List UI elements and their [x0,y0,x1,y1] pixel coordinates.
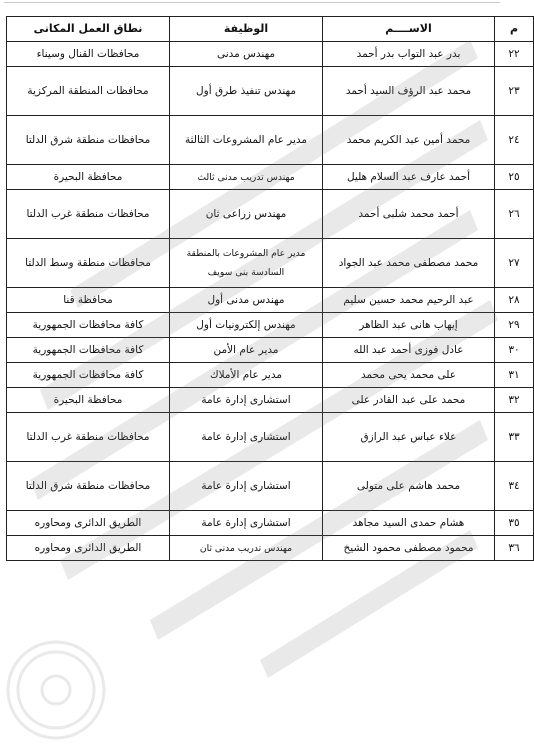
cell-name: بدر عبد التواب بدر أحمد [323,42,495,67]
cell-num: ٢٢ [495,42,534,67]
cell-area: محافظة البحيرة [7,388,170,413]
cell-name: هشام حمدى السيد مجاهد [323,511,495,536]
table-row [7,42,534,67]
header-job: الوظيفة [170,17,323,42]
table-row [7,239,534,288]
cell-area: محافظات منطقة شرق الدلتا [7,116,170,165]
top-rule [4,2,500,3]
cell-num: ٢٧ [495,239,534,288]
cell-area: كافة محافظات الجمهورية [7,313,170,338]
cell-area: محافظة البحيرة [7,165,170,190]
table-header-row [7,17,534,42]
cell-area: محافظات منطقة وسط الدلتا [7,239,170,288]
cell-job: مدير عام المشروعات الثالثة [170,116,323,165]
table-row [7,462,534,511]
cell-job: مهندس تدريب مدنى ثان [170,536,323,561]
table-row [7,313,534,338]
header-area: نطاق العمل المكانى [7,17,170,42]
cell-job: استشارى إدارة عامة [170,511,323,536]
cell-name: علاء عباس عبد الرازق [323,413,495,462]
cell-area: الطريق الدائرى ومحاوره [7,536,170,561]
cell-name: إيهاب هانى عبد الظاهر [323,313,495,338]
cell-job: استشارى إدارة عامة [170,388,323,413]
cell-num: ٢٣ [495,67,534,116]
cell-num: ٣٦ [495,536,534,561]
table-row [7,338,534,363]
cell-num: ٣٣ [495,413,534,462]
cell-name: محمد أمين عبد الكريم محمد [323,116,495,165]
cell-job: مهندس تدريب مدنى ثالث [170,165,323,190]
header-num: م [495,17,534,42]
cell-num: ٣٥ [495,511,534,536]
cell-num: ٣٢ [495,388,534,413]
table-row [7,363,534,388]
cell-area: محافظات منطقة غرب الدلتا [7,413,170,462]
table-row [7,536,534,561]
cell-num: ٣١ [495,363,534,388]
cell-job: مهندس زراعى ثان [170,190,323,239]
cell-area: محافظات المنطقة المركزية [7,67,170,116]
cell-area: كافة محافظات الجمهورية [7,363,170,388]
cell-job: مهندس تنفيذ طرق أول [170,67,323,116]
cell-job: مهندس إلكترونيات أول [170,313,323,338]
cell-num: ٣٤ [495,462,534,511]
table-row [7,511,534,536]
cell-num: ٢٦ [495,190,534,239]
cell-num: ٢٨ [495,288,534,313]
cell-job: مدير عام الأملاك [170,363,323,388]
cell-num: ٢٤ [495,116,534,165]
table-row [7,288,534,313]
cell-job: مدير عام المشروعات بالمنطقة السادسة بنى سويف [170,239,323,288]
staff-table [6,16,534,561]
cell-name: محمود مصطفى محمود الشيخ [323,536,495,561]
cell-area: محافظات القنال وسيناء [7,42,170,67]
cell-name: على محمد يحى محمد [323,363,495,388]
cell-job: استشارى إدارة عامة [170,462,323,511]
table-row [7,413,534,462]
cell-area: محافظة قنا [7,288,170,313]
cell-area: كافة محافظات الجمهورية [7,338,170,363]
cell-name: عبد الرحيم محمد حسين سليم [323,288,495,313]
cell-name: محمد عبد الرؤف السيد أحمد [323,67,495,116]
cell-area: محافظات منطقة شرق الدلتا [7,462,170,511]
cell-num: ٢٩ [495,313,534,338]
cell-name: محمد على عبد القادر على [323,388,495,413]
table-row [7,388,534,413]
cell-name: محمد مصطفى محمد عبد الجواد [323,239,495,288]
cell-name: محمد هاشم على متولى [323,462,495,511]
cell-num: ٣٠ [495,338,534,363]
cell-area: الطريق الدائرى ومحاوره [7,511,170,536]
cell-name: أحمد عارف عبد السلام هليل [323,165,495,190]
cell-job: مهندس مدنى أول [170,288,323,313]
table-row [7,190,534,239]
cell-area: محافظات منطقة غرب الدلتا [7,190,170,239]
cell-job: مهندس مدنى [170,42,323,67]
cell-num: ٢٥ [495,165,534,190]
cell-job: استشارى إدارة عامة [170,413,323,462]
table-row [7,165,534,190]
cell-name: أحمد محمد شلبى أحمد [323,190,495,239]
table-row [7,116,534,165]
cell-name: عادل فوزى أحمد عبد الله [323,338,495,363]
table-row [7,67,534,116]
header-name: الاســــم [323,17,495,42]
cell-job: مدير عام الأمن [170,338,323,363]
